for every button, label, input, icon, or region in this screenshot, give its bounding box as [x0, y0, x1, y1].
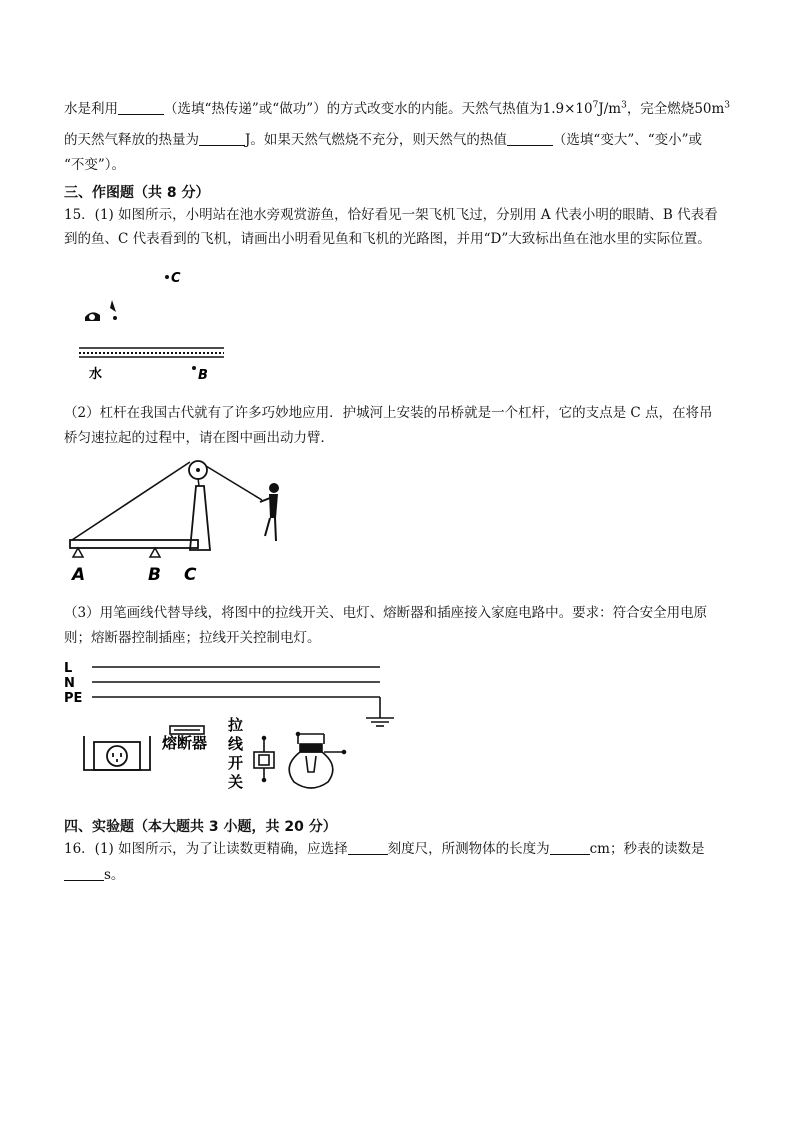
light-bulb-icon: [289, 733, 345, 789]
section-4-title: 四、实验题（本大题共 3 小题，共 20 分）: [64, 819, 337, 835]
bridge-deck: [70, 540, 198, 548]
answer-blank: [550, 840, 590, 855]
q14-line-2: 的天然气释放的热量为 J。如果天然气燃烧不充分，则天然气的热值 （选填“变大”、“变小”或: [64, 132, 703, 148]
drawbridge-diagram: [62, 456, 292, 586]
q15-3-line-2: 则；熔断器控制插座；拉线开关控制电灯。: [64, 630, 321, 646]
pool-figure: [74, 262, 234, 387]
svg-text:关: 关: [228, 773, 244, 791]
support-a: [73, 548, 83, 557]
label-b: B: [198, 368, 208, 383]
answer-blank: [507, 131, 553, 146]
socket-icon: [84, 736, 150, 770]
answer-blank: [118, 100, 164, 115]
q15-1-line-2: 到的鱼、C 代表看到的飞机，请画出小明看见鱼和飞机的光路图，并用“D”大致标出鱼在池水里的实际位置。: [64, 231, 711, 247]
section-3-title: 三、作图题（共 8 分）: [64, 185, 210, 201]
label-b: B: [148, 565, 161, 585]
fuse-label: 熔断器: [162, 734, 208, 752]
svg-text:开: 开: [228, 754, 244, 772]
svg-text:线: 线: [228, 735, 244, 753]
label-earth: PE: [64, 691, 83, 706]
q15-1-line-1: 15．(1) 如图所示，小明站在池水旁观赏游鱼，恰好看见一架飞机飞过，分别用 A 代表小明的眼睛、B 代表看: [64, 207, 718, 223]
ground-icon: [366, 697, 394, 726]
label-c: C: [171, 271, 181, 286]
eye-icon: [85, 312, 100, 321]
label-water: 水: [89, 367, 103, 382]
q15-3-line-1: （3）用笔画线代替导线，将图中的拉线开关、电灯、熔断器和插座接入家庭电路中。要求：符合安全用电原: [64, 605, 708, 621]
rope-to-bridge: [72, 462, 190, 540]
svg-text:拉: 拉: [228, 716, 244, 734]
point-c-dot: [165, 275, 169, 279]
pull-switch-icon: [254, 737, 274, 782]
label-neutral: N: [64, 676, 75, 691]
answer-blank: [199, 131, 245, 146]
label-a: A: [72, 565, 86, 585]
circuit-figure: [62, 656, 407, 801]
rope-to-person: [206, 466, 262, 500]
q15-2-line-1: （2）杠杆在我国古代就有了许多巧妙地应用．护城河上安装的吊桥就是一个杠杆，它的支点是 C 点，在将吊: [64, 405, 713, 421]
q16-line-2: s。: [64, 866, 124, 884]
answer-blank: [64, 866, 104, 881]
circuit-diagram: [62, 656, 407, 801]
person-icon: [110, 300, 116, 312]
q14-line-1: 水是利用 （选填“热传递”或“做功”）的方式改变水的内能。天然气热值为$1.9\times 10^7J/m^3$，完全燃烧$50m^3$: [64, 100, 731, 117]
q14-line-3: “不变”）。: [64, 157, 126, 173]
point-b-dot: [192, 366, 196, 370]
label-c: C: [184, 565, 197, 585]
q15-2-line-2: 桥匀速拉起的过程中，请在图中画出动力臂．: [64, 430, 334, 446]
support-b: [150, 548, 160, 557]
person-pulling-icon: [260, 483, 279, 541]
pool-diagram: [74, 262, 234, 387]
drawbridge-figure: [62, 456, 292, 586]
fuse-icon: [170, 726, 204, 734]
answer-blank: [348, 840, 388, 855]
q16-line-1: 16．(1) 如图所示，为了让读数更精确，应选择 刻度尺，所测物体的长度为 cm；秒表的读数是: [64, 841, 705, 857]
label-live: L: [64, 661, 73, 676]
